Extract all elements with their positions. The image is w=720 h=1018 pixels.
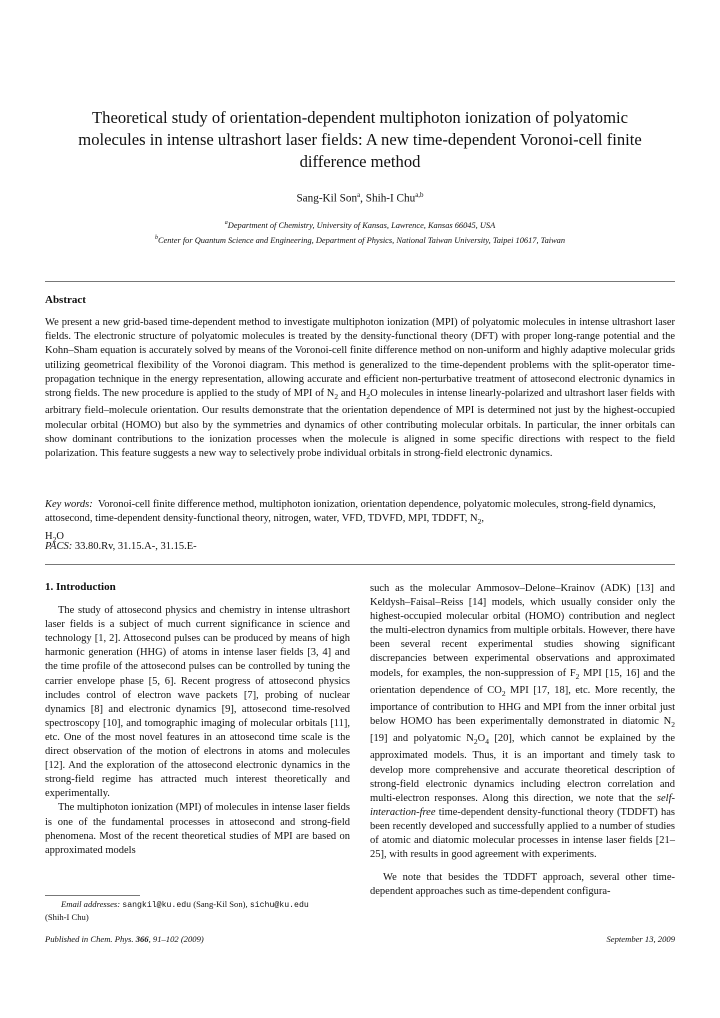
footer-text: Published in Chem. Phys. <box>45 934 136 944</box>
keywords-text: Voronoi-cell finite difference method, multiphoton ionization, orientation dependence, polyatomic molecules, strong-field dynamics, attosecond, time-dependent density-functional theory, nitrogen, water, VFD, TDVFD, MPI, TDDFT, N <box>45 499 656 525</box>
subscript: 2 <box>671 720 675 730</box>
subscript: 2 <box>473 737 478 747</box>
text-run: [20], which cannot be explained by the approximated models. Thus, it is an important and timely task to develop more comprehensive and accurate theoretical description of strong-field electronic dynamics including electron correlation and multi-electron responses. Along this direction, we note that the <box>370 733 675 804</box>
column-left <box>45 580 350 858</box>
column-right <box>370 582 675 899</box>
text-run: time-dependent density-functional theory (TDDFT) has been recently developed and successfully applied to a number of studies of atomic and diatomic molecular processes in intense laser fields [21–25], with results in good agreement with experiments. <box>370 806 675 861</box>
publication-date: September 13, 2009 <box>606 934 675 944</box>
subscript: 2 <box>575 671 580 681</box>
affiliation-mark: a <box>224 220 228 226</box>
text-run: such as the molecular Ammosov–Delone–Krainov (ADK) [13] and Keldysh–Faisal–Reiss [14] models, which usually consider only the highest-occupied molecular orbital (HOMO) contribution and neglect the multi-electron dynamics from multiple orbitals. However, there have been several recent experimental studies showing significant discrepancies between experimental observations and approximated models, for examples, the non-suppression of F <box>370 583 675 679</box>
author-name: Shih-I Chu <box>365 192 416 205</box>
affiliation-text: Department of Chemistry, University of Kansas, Lawrence, Kansas 66045, USA <box>227 220 496 230</box>
email-link[interactable]: sangkil@ku.edu <box>122 901 192 910</box>
affiliation-mark: b <box>154 234 158 241</box>
divider-bottom <box>45 564 675 565</box>
paper-title: Theoretical study of orientation-dependent multiphoton ionization of polyatomic molecules in intense ultrashort laser fields: A new time-dependent Voronoi-cell finite difference method <box>78 108 642 171</box>
subscript: 2 <box>52 534 57 544</box>
email-link[interactable]: sichu@ku.edu <box>249 901 309 910</box>
footer-text: , 91–102 (2009) <box>148 934 204 944</box>
footnote-label: Email addresses: <box>61 899 121 909</box>
paragraph: The study of attosecond physics and chemistry in intense ultrashort laser fields is a subject of much current significance in science and technology [1, 2]. Attosecond pulses can be produced by means of high harmonic generation (HHG) of atoms in intense laser fields [3, 4] and the time profile of the attosecond pulses can be controlled by tuning the carrier envelope phase [5, 6]. Recent progress of attosecond physics includes control of electron wave packets [7], probing of nuclear dynamics [8] and electronic dynamics [9], attosecond time-resolved spectroscopy [10], and tomographic imaging of molecular orbitals [11], etc. One of the most novel features in an attosecond time scale is the direct observation of the motion of electrons in atoms and molecules [12]. And the exploration of the attosecond electronic dynamics in the strong-field regime has attracted much interest theoretically and experimentally. <box>45 605 350 800</box>
text-run: [19] and polyatomic N <box>370 733 474 745</box>
text-run: O <box>477 733 486 745</box>
author-name: Sang-Kil Son <box>296 192 358 205</box>
abstract-heading: Abstract <box>45 294 86 306</box>
abstract-text <box>45 316 675 461</box>
abstract-part: O molecules in intense linearly-polarized and ultrashort laser fields with arbitrary field–molecule orientation. Our results demonstrate that the orientation dependence of MPI is determined not just by the highest-occupied molecular orbital (HOMO) but also by the symmetries and dynamics of other contributing molecular orbitals. In particular, the inner orbitals can show dominant contributions to the ionization processes when the molecule is aligned in some specific directions with respect to the field polarization. This feature suggests a new way to selectively probe individual orbitals in strong-field electronic dynamics. <box>45 388 675 459</box>
author-separator: , <box>360 192 366 205</box>
emphasis: self-interaction-free <box>370 792 675 818</box>
paragraph: The multiphoton ionization (MPI) of molecules in intense laser fields is one of the fundamental processes in attosecond and strong-field phenomena. Most of the recent theoretical studies of MPI are based on approximated models <box>45 802 350 856</box>
affiliations <box>0 217 720 247</box>
paragraph: We note that besides the TDDFT approach, several other time-dependent approaches such as time-dependent configura- <box>370 872 675 898</box>
affiliation-line <box>0 232 720 247</box>
text-run: MPI [17, 18], etc. More recently, the importance of contribution to HHG and MPI from the inner orbital just below HOMO has been experimentally demonstrated in diatomic N <box>370 684 676 728</box>
footnote-rule <box>45 895 140 896</box>
keywords-text: H <box>45 530 53 542</box>
affiliation-mark: a,b <box>415 191 424 199</box>
author-list <box>0 191 720 205</box>
keywords-text: O <box>56 530 64 542</box>
abstract-part: We present a new grid-based time-dependent method to investigate multiphoton ionization (MPI) of polyatomic molecules in intense ultrashort laser fields. The electronic structure of polyatomic molecules is treated by the density-functional theory (DFT) with proper long-range potential and the Kohn–Sham equation is accurately solved by means of the Voronoi-cell finite difference method on non-uniform and highly adaptive molecular grids utilizing geometrical flexibility of the Voronoi diagram. This method is generalized to the time-dependent problems with the split-operator time-propagation technique in the energy representation, allowing accurate and efficient non-perturbative treatment of attosecond electronic dynamics in strong fields. The new procedure is applied to the study of MPI of N <box>45 317 675 400</box>
subscript: 4 <box>485 737 489 747</box>
subscript: 2 <box>334 392 339 402</box>
pacs <box>45 541 197 552</box>
keywords <box>45 498 675 547</box>
subscript: 2 <box>501 688 506 698</box>
keywords-label: Key words: <box>45 499 93 510</box>
text-run: MPI [15, 16] and the orientation dependence of CO <box>370 667 675 696</box>
divider-top <box>45 281 675 282</box>
abstract-part: and H <box>338 388 367 400</box>
paragraph <box>370 582 675 862</box>
affiliation-line <box>0 217 720 232</box>
footnote-name: (Sang-Kil Son), <box>191 899 250 909</box>
volume-number: 366 <box>135 934 149 944</box>
pacs-codes: 33.80.Rv, 31.15.A-, 31.15.E- <box>74 541 197 552</box>
affiliation-mark: a <box>357 191 361 199</box>
section-heading: 1. Introduction <box>45 581 116 593</box>
pacs-label: PACS: <box>45 541 73 552</box>
publication-info <box>45 934 204 944</box>
keywords-text: , <box>481 513 485 525</box>
footnote-name: (Shih-I Chu) <box>45 911 89 922</box>
subscript: 2 <box>366 392 371 402</box>
subscript: 2 <box>477 517 482 527</box>
footnote <box>45 899 350 923</box>
affiliation-text: Center for Quantum Science and Engineering, Department of Physics, National Taiwan University, Taipei 10617, Taiwan <box>157 235 566 245</box>
